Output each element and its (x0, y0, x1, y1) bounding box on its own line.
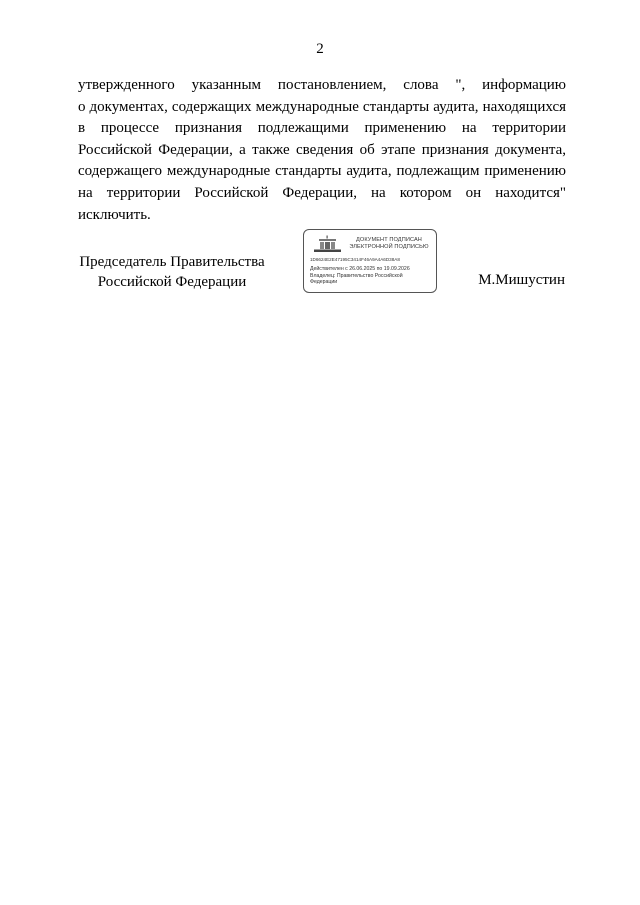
paragraph-line: исключить. (78, 206, 151, 223)
certificate-owner: Владелец: Правительство Российской Федерации (310, 273, 403, 286)
signatory-title-line: Председатель Правительства (79, 254, 265, 270)
stamp-heading (344, 237, 434, 251)
signatory-title (74, 252, 270, 292)
paragraph-line: в процессе признания подлежащими применению на территории (78, 120, 566, 137)
paragraph-line: на территории Российской Федерации, на котором он находится" (78, 184, 566, 201)
certificate-validity: Действителен с 26.06.2025 по 19.09.2026 (310, 266, 410, 272)
signatory-title-line: Российской Федерации (97, 274, 247, 290)
emblem-icon (313, 235, 343, 253)
electronic-signature-stamp (303, 229, 437, 293)
paragraph-line: о документах, содержащих международные стандарты аудита, находящихся (78, 98, 566, 115)
certificate-serial: 1D6624E2E47195C3414F46A9A4A6D38A8 (310, 257, 400, 262)
stamp-heading-line: ДОКУМЕНТ ПОДПИСАН (356, 237, 422, 243)
page-number: 2 (316, 41, 324, 57)
paragraph-line: Российской Федерации, а также сведения об этапе признания документа, (78, 141, 566, 158)
stamp-heading-line: ЭЛЕКТРОННОЙ ПОДПИСЬЮ (349, 244, 429, 250)
paragraph-line: содержащего международные стандарты аудита, подлежащим применению (78, 163, 566, 180)
paragraph-line: утвержденного указанным постановлением, слова ", информацию (78, 77, 566, 93)
body-paragraph (78, 75, 566, 226)
signatory-name: М.Мишустин (478, 272, 565, 288)
